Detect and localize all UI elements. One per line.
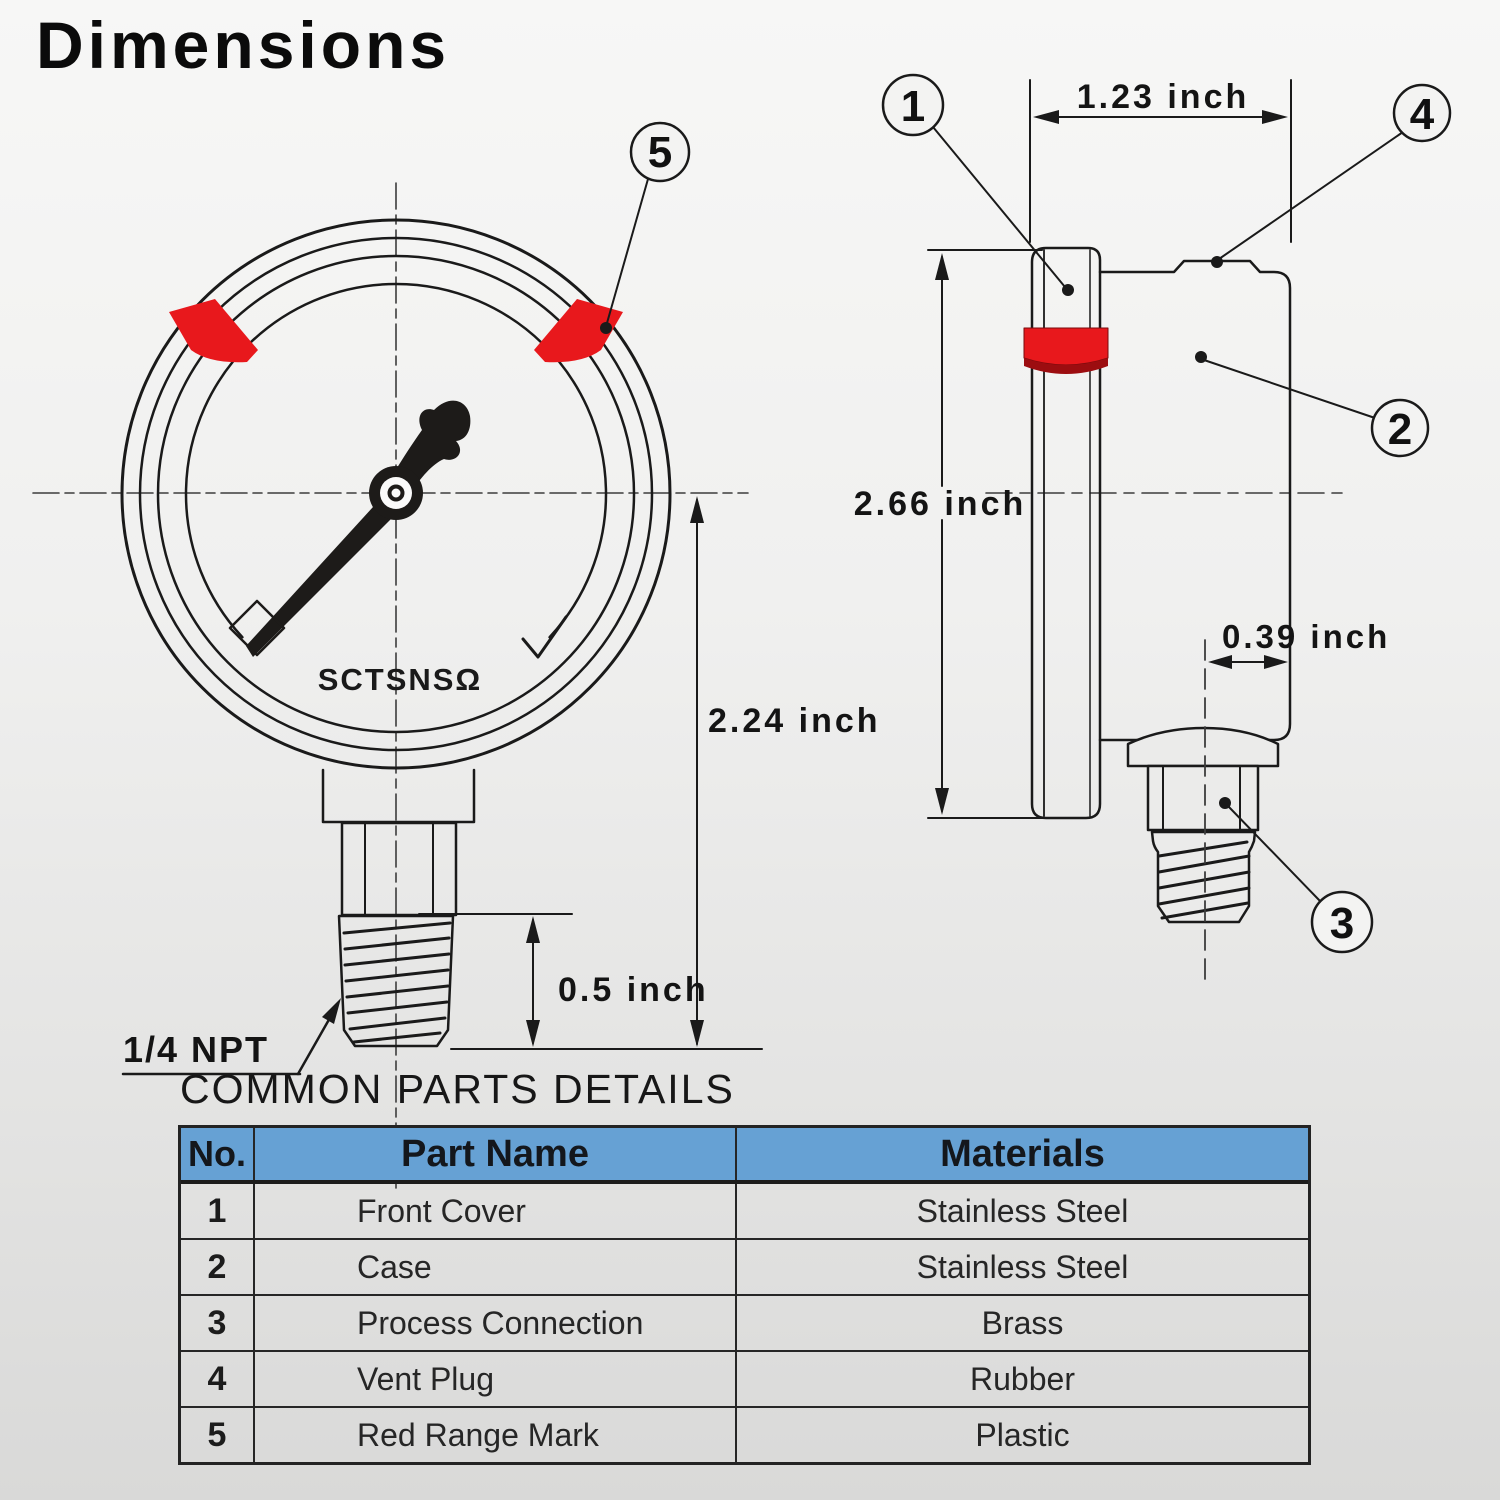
- row-material: Stainless Steel: [916, 1192, 1129, 1229]
- needle-hub-pin: [390, 487, 403, 500]
- header-no: No.: [181, 1128, 255, 1180]
- callout-2: [1195, 351, 1428, 456]
- row-no: 2: [181, 1240, 255, 1294]
- header-materials: Materials: [940, 1132, 1105, 1175]
- brand-text: SCTSNSΩ: [317, 662, 483, 697]
- callout-2-number: 2: [1387, 405, 1413, 454]
- row-material: Brass: [981, 1304, 1064, 1341]
- row-material: Stainless Steel: [916, 1248, 1129, 1285]
- dim-1-23-label: 1.23 inch: [1076, 78, 1250, 116]
- dim-2-24: [451, 496, 762, 1049]
- row-no: 5: [181, 1408, 255, 1462]
- row-part: Front Cover: [255, 1184, 737, 1238]
- dim-2-66-label: 2.66 inch: [853, 485, 1027, 523]
- row-part: Case: [255, 1240, 737, 1294]
- dim-0-39-label: 0.39 inch: [1222, 618, 1391, 655]
- row-material: Plastic: [975, 1416, 1070, 1453]
- table-header-row: [181, 1128, 1308, 1184]
- table-row: [181, 1296, 1308, 1352]
- dim-2-24-label: 2.24 inch: [708, 702, 881, 740]
- case-outline: [1100, 261, 1290, 740]
- row-part: Vent Plug: [255, 1352, 737, 1406]
- dial-end-tick: [523, 617, 566, 657]
- parts-table: [178, 1125, 1311, 1465]
- dim-0-5-label: 0.5 inch: [558, 971, 709, 1009]
- table-row: [181, 1184, 1308, 1240]
- gauge-front-view: [33, 123, 881, 1188]
- side-process-connection: [1128, 728, 1278, 922]
- row-material: Rubber: [970, 1360, 1075, 1397]
- row-part: Process Connection: [255, 1296, 737, 1350]
- callout-3-number: 3: [1329, 899, 1355, 948]
- page-title: Dimensions: [36, 8, 451, 82]
- dim-0-39: [1208, 655, 1288, 669]
- row-part: Red Range Mark: [255, 1408, 737, 1462]
- table-title: COMMON PARTS DETAILS: [180, 1066, 735, 1112]
- callout-1-number: 1: [900, 82, 926, 131]
- table-row: [181, 1352, 1308, 1408]
- common-parts-section: [178, 1066, 1311, 1465]
- row-no: 4: [181, 1352, 255, 1406]
- dim-0-5: [419, 914, 572, 1047]
- header-part-name: Part Name: [255, 1128, 737, 1180]
- callout-1: [883, 75, 1074, 296]
- red-band: [1024, 328, 1108, 365]
- gauge-side-view: [854, 75, 1450, 980]
- row-no: 3: [181, 1296, 255, 1350]
- callout-5: [600, 123, 689, 334]
- npt-label: 1/4 NPT: [123, 1029, 270, 1070]
- front-process-connection: [323, 770, 474, 1046]
- callout-4-number: 4: [1409, 90, 1435, 139]
- table-row: [181, 1240, 1308, 1296]
- row-no: 1: [181, 1184, 255, 1238]
- callout-5-number: 5: [647, 128, 673, 177]
- table-row: [181, 1408, 1308, 1462]
